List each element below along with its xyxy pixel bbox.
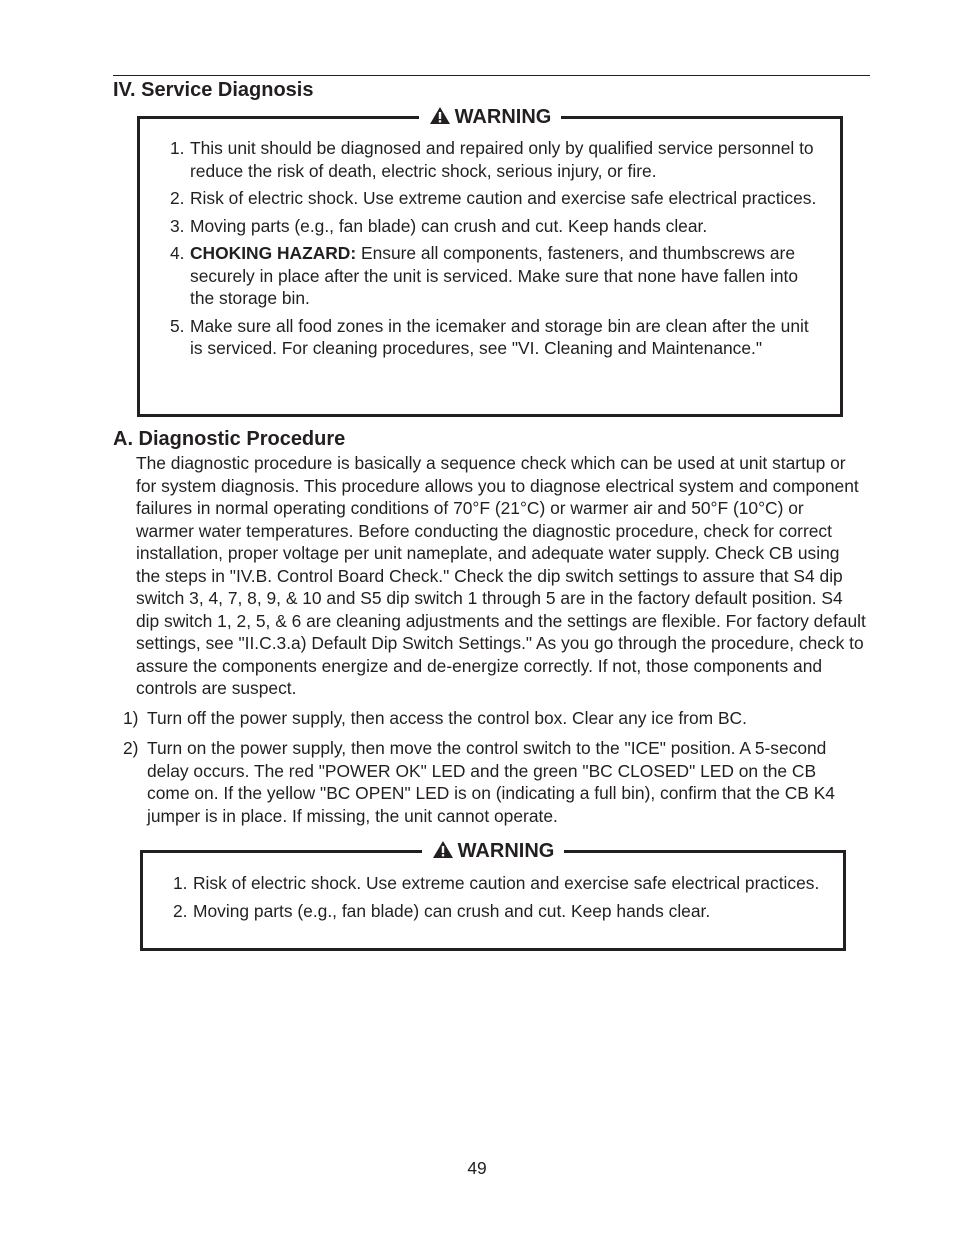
warning-item bbox=[170, 315, 820, 360]
warning-item bbox=[170, 137, 820, 182]
header-rule bbox=[113, 75, 870, 76]
item-number: 4. bbox=[170, 243, 185, 263]
warning-list-2 bbox=[173, 872, 823, 927]
item-number: 3. bbox=[170, 215, 185, 236]
procedure-step-1 bbox=[123, 707, 863, 730]
item-text: This unit should be diagnosed and repaired only by qualified service personnel to reduce the risk of death, electric shock, serious injury, or fire. bbox=[190, 138, 814, 181]
warning-header-1 bbox=[140, 105, 840, 131]
item-text: Moving parts (e.g., fan blade) can crush and cut. Keep hands clear. bbox=[193, 900, 711, 921]
item-text: Risk of electric shock. Use extreme caution and exercise safe electrical practices. bbox=[193, 873, 820, 893]
step-number: 2) bbox=[123, 738, 139, 758]
item-number: 5. bbox=[170, 315, 185, 336]
warning-item bbox=[173, 872, 823, 895]
warning-item bbox=[170, 215, 820, 238]
item-text: Risk of electric shock. Use extreme caution and exercise safe electrical practices. bbox=[190, 188, 817, 208]
step-text: Turn off the power supply, then access the control box. Clear any ice from BC. bbox=[147, 708, 747, 728]
choking-hazard-label: CHOKING HAZARD: bbox=[190, 243, 357, 263]
procedure-intro: The diagnostic procedure is basically a sequence check which can be used at unit startup or for system diagnosis. This procedure allows you to diagnose electrical system and component failures in normal operating conditions of 70°F (21°C) or warmer air and 50°F (10°C) or warmer water temperatures. Before conducting the diagnostic procedure, check for correct installation, proper voltage per unit nameplate, and adequate water supply. Check CB using the steps in "IV.B. Control Board Check." Check the dip switch settings to assure that S4 dip switch 3, 4, 7, 8, 9, & 10 and S5 dip switch 1 through 5 are in the factory default position. S4 dip switch 1, 2, 5, & 6 are cleaning adjustments and the settings are flexible. For factory default settings, see "II.C.3.a) Default Dip Switch Settings." As you go through the procedure, check to assure the components energize and de-energize correctly. If not, those components and controls are suspect. bbox=[136, 453, 866, 698]
item-number: 1. bbox=[173, 873, 188, 893]
warning-header-2 bbox=[143, 839, 843, 865]
warning-item bbox=[170, 242, 820, 310]
step-text: Turn on the power supply, then move the control switch to the "ICE" position. A 5-second delay occurs. The red "POWER OK" LED and the green "BC CLOSED" LED on the CB come on. If the yellow "BC OPEN" LED is on (indicating a full bin), confirm that the CB K4 jumper is in place. If missing, the unit cannot operate. bbox=[147, 738, 835, 826]
item-text: Moving parts (e.g., fan blade) can crush and cut. Keep hands clear. bbox=[190, 215, 708, 236]
warning-item bbox=[170, 187, 820, 210]
item-number: 2. bbox=[170, 188, 185, 208]
item-number: 1. bbox=[170, 138, 185, 158]
warning-triangle-icon bbox=[432, 840, 454, 859]
item-text: Make sure all food zones in the icemaker and storage bin are clean after the unit is serviced. For cleaning procedures, see "VI. Cleaning and Maintenance." bbox=[190, 315, 809, 358]
section-title: IV. Service Diagnosis bbox=[113, 79, 314, 101]
warning-list-1 bbox=[170, 137, 820, 365]
warning-box-2 bbox=[140, 840, 846, 951]
warning-item bbox=[173, 900, 823, 923]
step-number: 1) bbox=[123, 708, 139, 728]
item-number: 2. bbox=[173, 900, 188, 921]
warning-triangle-icon bbox=[429, 106, 451, 125]
procedure-step-2 bbox=[123, 737, 863, 827]
warning-label-2: WARNING bbox=[457, 840, 555, 862]
item-text: Ensure all components, fasteners, and thumbscrews are securely in place after the unit is serviced. Make sure that none have fallen into the storage bin. bbox=[190, 243, 799, 308]
page-number: 49 bbox=[467, 1158, 487, 1178]
warning-box-1 bbox=[137, 106, 843, 417]
warning-label-1: WARNING bbox=[454, 106, 552, 128]
procedure-title: A. Diagnostic Procedure bbox=[113, 428, 346, 450]
